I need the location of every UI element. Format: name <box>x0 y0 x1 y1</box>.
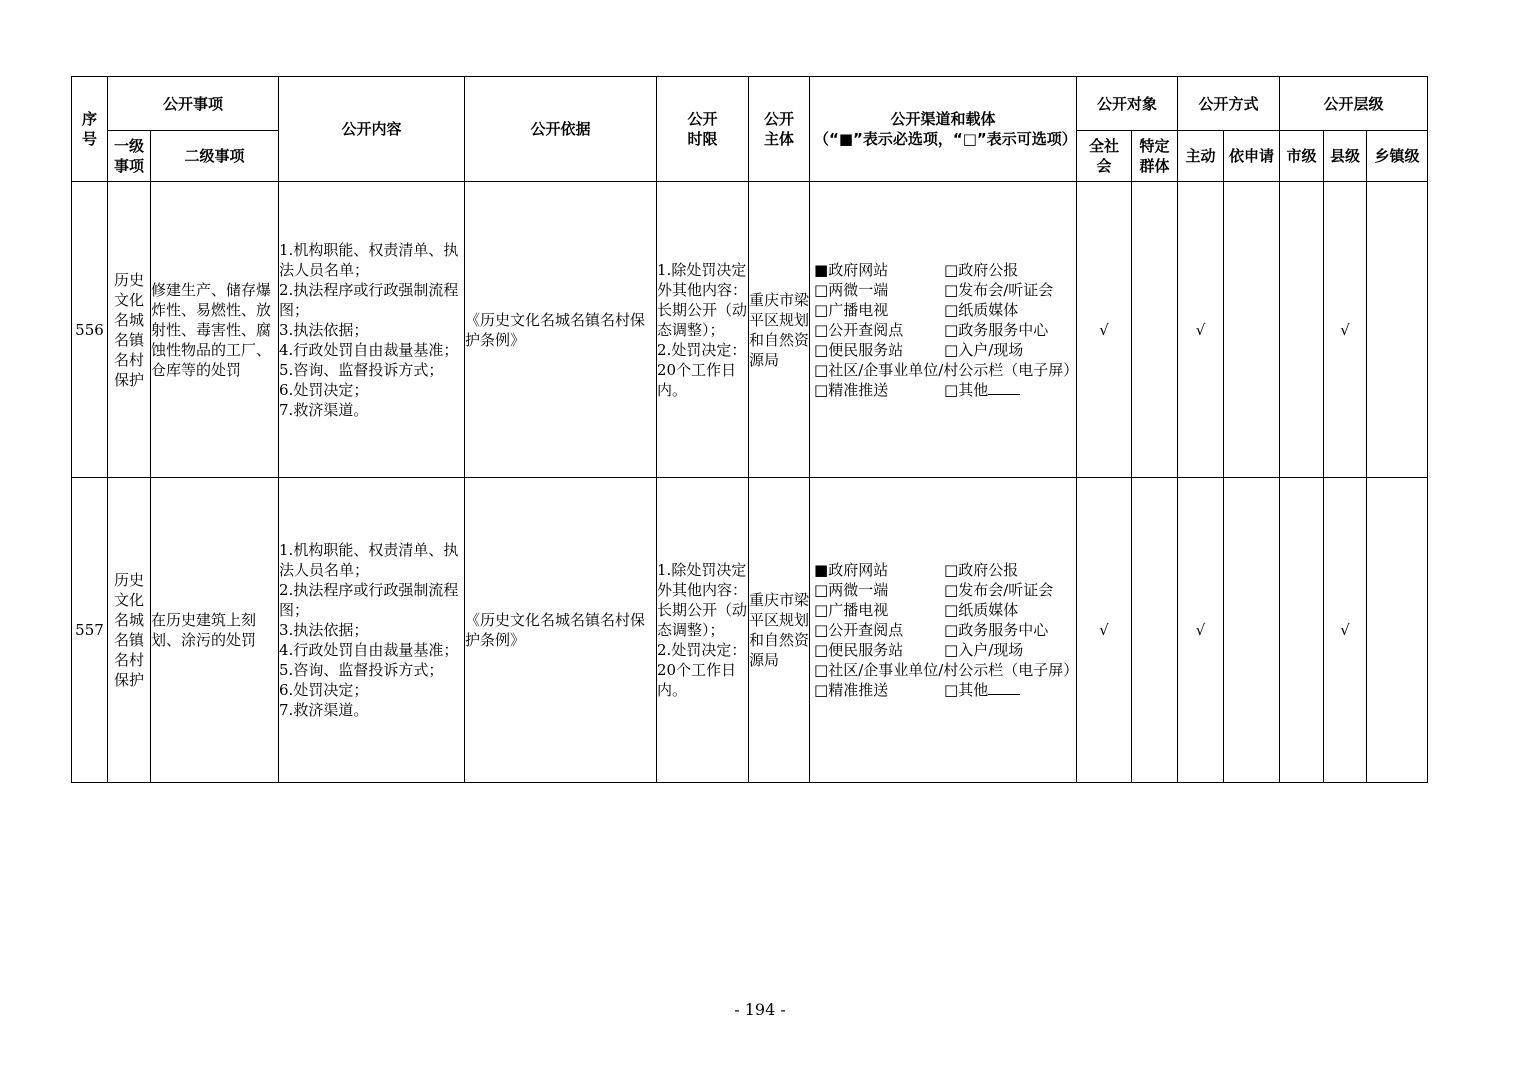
channel-option: □精准推送 <box>814 380 889 399</box>
header-target-specific: 特定 群体 <box>1132 131 1178 182</box>
channel-option: □发布会/听证会 <box>944 280 1054 299</box>
channel-option: □广播电视 <box>814 601 889 619</box>
blank-line <box>988 680 1020 695</box>
header-level-town: 乡镇级 <box>1367 131 1428 182</box>
row-basis: 《历史文化名城名镇名村保护条例》 <box>465 182 657 478</box>
header-row-1 <box>72 77 1428 131</box>
header-content: 公开内容 <box>279 77 465 182</box>
header-level-county: 县级 <box>1324 131 1367 182</box>
channel-option-other <box>944 680 1076 700</box>
channel-option-other <box>944 380 1076 400</box>
channel-option: □社区/企事业单位/村公示栏（电子屏） <box>814 661 1079 679</box>
row-level2: 修建生产、储存爆炸性、易燃性、放射性、毒害性、腐蚀性物品的工厂、仓库等的处罚 <box>151 182 279 478</box>
header-seq: 序 号 <box>72 77 108 182</box>
table-row <box>72 182 1428 478</box>
header-level-city: 市级 <box>1280 131 1324 182</box>
row-target-all: √ <box>1077 478 1132 783</box>
row-level-town <box>1367 182 1428 478</box>
row-subject: 重庆市梁平区规划和自然资源局 <box>749 182 810 478</box>
row-basis: 《历史文化名城名镇名村保护条例》 <box>465 478 657 783</box>
channel-option: □公开查阅点 <box>814 621 904 639</box>
header-basis: 公开依据 <box>465 77 657 182</box>
channel-option: □入户/现场 <box>944 340 1024 359</box>
blank-line <box>988 380 1020 395</box>
row-target-all: √ <box>1077 182 1132 478</box>
row-subject: 重庆市梁平区规划和自然资源局 <box>749 478 810 783</box>
header-subject: 公开 主体 <box>749 77 810 182</box>
channel-option: □两微一端 <box>814 581 889 599</box>
row-level-county: √ <box>1324 478 1367 783</box>
channel-option: □公开查阅点 <box>814 320 904 339</box>
row-level1: 历史 文化 名城 名镇 名村 保护 <box>108 182 151 478</box>
row-channels <box>810 478 1077 783</box>
header-target: 公开对象 <box>1077 77 1178 131</box>
row-seq: 557 <box>72 478 108 783</box>
channel-option: □政务服务中心 <box>944 621 1049 639</box>
channel-option: □便民服务站 <box>814 641 904 659</box>
channel-option: □精准推送 <box>814 681 889 699</box>
channel-option: □便民服务站 <box>814 340 904 359</box>
row-method-apply <box>1224 182 1280 478</box>
channel-option: ■政府网站 <box>814 260 889 279</box>
header-level: 公开层级 <box>1280 77 1428 131</box>
row-target-specific <box>1132 478 1178 783</box>
row-method-active: √ <box>1178 182 1224 478</box>
channel-option: □两微一端 <box>814 280 889 299</box>
header-channel-title: 公开渠道和载体 <box>890 110 996 128</box>
channel-option: □纸质媒体 <box>944 601 1019 619</box>
channel-option: □其他 <box>944 380 989 399</box>
row-level2: 在历史建筑上刻划、涂污的处罚 <box>151 478 279 783</box>
row-level-county: √ <box>1324 182 1367 478</box>
header-method-apply: 依申请 <box>1224 131 1280 182</box>
header-level1: 一级 事项 <box>108 131 151 182</box>
header-channel <box>810 77 1077 182</box>
row-level-city <box>1280 478 1324 783</box>
page-number: - 194 - <box>734 1000 786 1019</box>
row-method-active: √ <box>1178 478 1224 783</box>
header-channel-note: （“■”表示必选项，“□”表示可选项） <box>814 130 1077 148</box>
disclosure-table <box>71 76 1428 783</box>
channel-option: □发布会/听证会 <box>944 581 1054 599</box>
channel-option: □入户/现场 <box>944 641 1024 659</box>
channel-option: □政务服务中心 <box>944 320 1049 339</box>
row-target-specific <box>1132 182 1178 478</box>
header-target-all: 全社 会 <box>1077 131 1132 182</box>
row-content: 1.机构职能、权责清单、执法人员名单； 2.执法程序或行政强制流程图； 3.执法依据； 4.行政处罚自由裁量基准； 5.咨询、监督投诉方式； 6.处罚决定； 7.救济渠道。 <box>279 182 465 478</box>
row-level-town <box>1367 478 1428 783</box>
row-content: 1.机构职能、权责清单、执法人员名单； 2.执法程序或行政强制流程图； 3.执法依据； 4.行政处罚自由裁量基准； 5.咨询、监督投诉方式； 6.处罚决定； 7.救济渠道。 <box>279 478 465 783</box>
channel-option: □广播电视 <box>814 300 889 319</box>
row-seq: 556 <box>72 182 108 478</box>
header-time-limit: 公开 时限 <box>657 77 749 182</box>
channel-option: □纸质媒体 <box>944 300 1019 319</box>
channel-option: ■政府网站 <box>814 561 889 579</box>
row-time-limit: 1.除处罚决定外其他内容：长期公开（动态调整）； 2.处罚决定：20个工作日内。 <box>657 478 749 783</box>
channel-option: □社区/企事业单位/村公示栏（电子屏） <box>814 360 1079 379</box>
row-channels <box>810 182 1077 478</box>
header-method: 公开方式 <box>1178 77 1280 131</box>
header-items: 公开事项 <box>108 77 279 131</box>
channel-option: □其他 <box>944 681 989 699</box>
header-method-active: 主动 <box>1178 131 1224 182</box>
header-level2: 二级事项 <box>151 131 279 182</box>
table-row <box>72 478 1428 783</box>
row-time-limit: 1.除处罚决定外其他内容：长期公开（动态调整）； 2.处罚决定：20个工作日内。 <box>657 182 749 478</box>
row-level1: 历史 文化 名城 名镇 名村 保护 <box>108 478 151 783</box>
channel-option: □政府公报 <box>944 260 1019 279</box>
row-method-apply <box>1224 478 1280 783</box>
row-level-city <box>1280 182 1324 478</box>
channel-option: □政府公报 <box>944 561 1019 579</box>
